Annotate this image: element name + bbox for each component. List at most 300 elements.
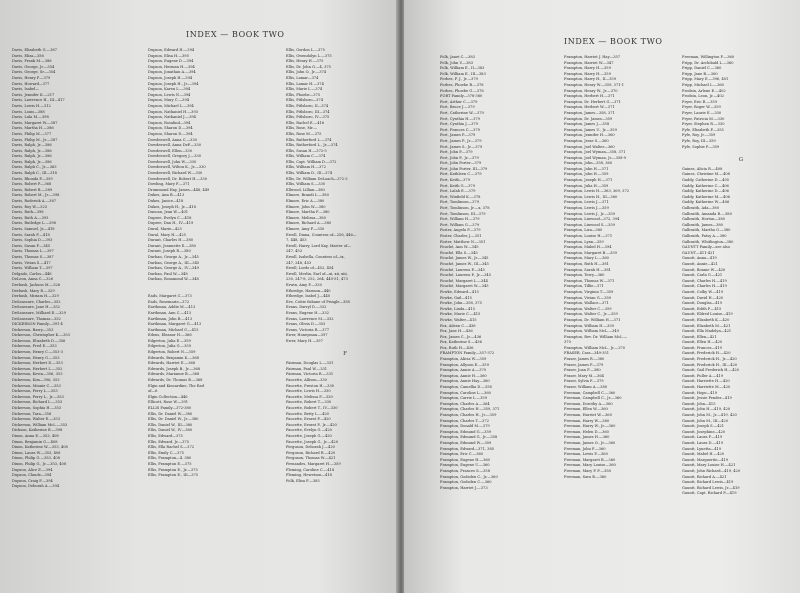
index-entry: Davis, George, Jr.—354 bbox=[12, 64, 55, 69]
index-entry: Frampton, Harriet J. Hay—357 bbox=[564, 55, 621, 59]
index-entry: Frampton, James—358, 371 bbox=[564, 110, 615, 115]
index-entry: Frampton, Dr. William H.—371 bbox=[564, 317, 621, 322]
index-entry: Elmore, Melissa—380 bbox=[286, 215, 326, 220]
index-entry: Ellis, Ella Rachel S.—372 bbox=[148, 445, 195, 450]
index-entry: Erroll, Lords of—452, 454 bbox=[286, 266, 334, 271]
index-entry: GAUNTT Family—see also bbox=[682, 245, 730, 250]
index-entry: Gaddy, Catherine D.—405 bbox=[682, 178, 730, 183]
index-entry: Frampton, Henry W., Jr.—370 bbox=[564, 88, 618, 93]
index-entry: Dickerson, Herbert L.—352 bbox=[12, 366, 63, 371]
index-entry: Frampton, Lynn—359 bbox=[564, 239, 604, 244]
index-entry: Frampton, Linwood S.—359 bbox=[564, 222, 615, 227]
index-entry: Gauntt, Frederick H., III—420 bbox=[682, 362, 738, 367]
index-entry: Fort, Bruce J.—379 bbox=[440, 105, 475, 110]
index-entry: FRASER, Cass—349-351 bbox=[564, 351, 609, 356]
index-entry: Davis, Elizabeth G.—387 bbox=[12, 48, 57, 52]
index-entry: Ellis, Frampton E.—375 bbox=[148, 461, 192, 466]
index-entry: DeSaussure, Thomas—352 bbox=[12, 316, 61, 321]
index-entry: Ellis, Frampton E., III—375 bbox=[148, 473, 199, 478]
index-entry: Frampton, Charles H.—359, 371 bbox=[440, 407, 500, 412]
index-entry: Fort, John P.—379 bbox=[440, 150, 473, 155]
index-entry: Davis, Ralph, Jr.—386 bbox=[12, 159, 52, 164]
index-entry: Davis, Vivian S.—417 bbox=[12, 260, 51, 265]
index-entry: Dickerson, Richard L.—353 bbox=[12, 400, 63, 405]
index-entry: Frampton, William McL.—349 bbox=[564, 329, 619, 334]
left-column-3 bbox=[286, 48, 398, 484]
index-entry: Gauntt, Ella Madelyn—421 bbox=[682, 329, 732, 334]
index-entry: Dupson, Joseph H.—394 bbox=[148, 75, 193, 80]
index-entry: Gauntt, Eldred Louise—419 bbox=[682, 312, 733, 317]
index-entry: Erroll, Isabella, Countess of—ix, bbox=[286, 254, 345, 259]
index-entry: Freeman, John F.—360 bbox=[564, 446, 606, 451]
index-entry: Drummond Hay, James—448, 449 bbox=[148, 187, 210, 192]
index-entry: Davis, Ralph, Jr.—386 bbox=[12, 143, 52, 148]
index-entry: Faucette, Robert T.—330 bbox=[286, 400, 332, 405]
index-entry: Derbash, Miriam H.—329 bbox=[12, 294, 59, 299]
index-entry: Gaddy, Katherine W.—406 bbox=[682, 200, 730, 205]
index-entry: Fraser, Joan F.—380 bbox=[564, 368, 601, 373]
index-entry: Dowdeswell, Richard W.—330 bbox=[148, 171, 203, 176]
index-entry: Erwin, Amy F.—330 bbox=[286, 282, 322, 287]
right-page bbox=[404, 0, 800, 593]
index-entry: Gauntt, John H.—419, 420 bbox=[682, 407, 731, 412]
index-entry: Dural, Marie—425 bbox=[148, 227, 182, 231]
index-entry: Erroll, Diana, Countess of—256, 446— bbox=[286, 232, 357, 237]
index-entry: Fort, John Porter—379 bbox=[440, 161, 482, 166]
index-entry: Fyfe, Elizabeth P.—355 bbox=[682, 127, 724, 132]
index-entry: Fort, James P., Jr.—379 bbox=[440, 138, 482, 143]
index-entry: Dickerson, Fred E.—353 bbox=[12, 344, 57, 349]
index-entry: Edgerton, Julia G.—359 bbox=[148, 344, 191, 349]
index-entry: Folk, Elisa F.—383 bbox=[286, 478, 320, 483]
index-entry: Evans, Eugene H.—332 bbox=[286, 310, 329, 315]
index-entry: Faucette, Joseph G.—420 bbox=[286, 433, 332, 438]
index-entry: Dupree, Evelyn C.—418 bbox=[148, 215, 192, 220]
index-entry: Gauntt, John Richard—419, 420 bbox=[682, 468, 741, 473]
index-entry: Frampton, Godsden C., Jr.—360 bbox=[440, 474, 498, 479]
index-entry: Dowdeswell, John W.—330 bbox=[148, 159, 197, 164]
index-entry: Dowdeswell, Gregory J.—330 bbox=[148, 154, 202, 159]
index-entry: Fort, Lalah E.—379 bbox=[440, 189, 476, 194]
index-entry: Earthman, John B.—413 bbox=[148, 316, 193, 321]
index-entry: Ellis, Dr. Daniel W.—380 bbox=[148, 411, 193, 416]
index-entry: Dickerson, Tara—356 bbox=[12, 411, 52, 416]
index-entry: Davis, Martha H.—386 bbox=[12, 126, 54, 131]
index-entry: Frampton, Mary L.—360 bbox=[564, 256, 609, 261]
index-entry: Dupson, Elisa H.—395 bbox=[148, 53, 189, 58]
index-entry: Gauntt, Charles H.—419 bbox=[682, 278, 727, 283]
index-entry: Dupree, Dan H., IV—419 bbox=[148, 221, 194, 226]
index-entry: Ellis, Daniel W., III—380 bbox=[148, 422, 193, 427]
index-entry: Fraser, James R.—380 bbox=[564, 357, 605, 362]
index-entry: Frampton, Ruth H.—381 bbox=[564, 261, 609, 266]
index-entry: Gauntt, Anna—419 bbox=[682, 256, 717, 261]
index-entry: Ellis, Pitlsboro, III—374 bbox=[286, 109, 330, 114]
index-entry: Fort, Kathleen C.—379 bbox=[440, 172, 482, 177]
index-entry: Fouché, James W., III—345 bbox=[440, 261, 489, 266]
index-entry: Fripp, Michael L.—360 bbox=[682, 82, 724, 87]
index-entry: Dupson, Herman H.—394 bbox=[148, 64, 195, 69]
index-entry: Freeman, Harry W.—360 bbox=[564, 418, 610, 423]
index-entry: Davis, Susan F.—345 bbox=[12, 243, 51, 248]
index-entry: Frampton, Godsden C.—360 bbox=[440, 480, 492, 485]
index-entry: Elgin and Kincardine, The Earl bbox=[148, 383, 205, 388]
index-entry: Earthman, Addie M.—413 bbox=[148, 305, 196, 310]
index-entry: Ellis, Phoebe—375 bbox=[286, 92, 321, 97]
index-entry: Edwards, Marianne B.—368 bbox=[148, 372, 200, 377]
index-entry: Dixon, Anna E.—353, 408 bbox=[12, 433, 59, 438]
index-entry: Frampton, Dr. James—359 bbox=[564, 116, 613, 121]
index-entry: Fowke, Edward—415 bbox=[440, 289, 479, 294]
index-entry: Davis, Roderick A.—387 bbox=[12, 199, 57, 204]
index-entry: Fort, William H.—379 bbox=[440, 217, 480, 222]
index-entry: Earthman, Margaret G.—413 bbox=[148, 322, 202, 327]
index-entry: Fort, James P.—379 bbox=[440, 133, 476, 138]
index-entry: Fort, John Porter, III—379 bbox=[440, 166, 488, 171]
index-entry: Dixon, Benjamin G.—408 bbox=[12, 439, 58, 444]
index-entry: Gauntt, Joseph S.—421 bbox=[682, 424, 725, 429]
index-entry: Faucette, Betty L.—420 bbox=[286, 411, 329, 416]
index-entry: Forbes, F. J., Jr.—379 bbox=[440, 77, 478, 82]
index-entry: Fairman, Douglas L.—331 bbox=[286, 361, 334, 366]
index-entry: Fort, Keith—379 bbox=[440, 178, 470, 183]
right-column-1 bbox=[440, 55, 558, 491]
index-entry: Frampton, John H.—359 bbox=[564, 172, 609, 177]
index-entry: Fraser, Mary M.—364 bbox=[564, 373, 604, 378]
index-entry: Davis, Philip M.—377 bbox=[12, 131, 52, 136]
index-entry: Fort, Cynthia H.—379 bbox=[440, 116, 480, 121]
index-entry: Folk, John V.—383 bbox=[440, 60, 474, 65]
index-entry: Davis, Jennifer K.—217 bbox=[12, 92, 55, 97]
index-entry: Dowdeswell, Anna C.—330 bbox=[148, 137, 197, 142]
index-entry: Ellis, Dr. John O.—4, 375 bbox=[286, 64, 331, 69]
index-entry: Frampton, Edward—371, 385 bbox=[440, 446, 495, 451]
index-entry: Gauntt, Harriette M.—420 bbox=[682, 385, 731, 390]
index-entry: Dixon, Katherine W.—353, 408 bbox=[12, 445, 68, 450]
index-entry: Durant, Joseph R.—380 bbox=[148, 249, 191, 254]
index-entry: Dupson, Sharon D.—394 bbox=[148, 126, 193, 131]
index-entry: Frampton, Eugene U.—360 bbox=[440, 463, 490, 468]
index-entry: Gauntt, Gail Frederick H.—420 bbox=[682, 368, 739, 373]
index-entry: Frampton, William McL., Jr.—370 bbox=[564, 345, 626, 350]
index-entry: Frampton, Lewis H.—363, 369, 372 bbox=[564, 189, 630, 194]
index-entry: Gauntt, Fuller A.—419 bbox=[682, 373, 724, 378]
index-entry: Fowke, Marie C.—415 bbox=[440, 312, 481, 317]
index-entry: Fort, William G.—379 bbox=[440, 222, 480, 227]
index-entry: Dowdeswell, Dr. Robert H.—330 bbox=[148, 176, 207, 181]
index-entry: Gauntt, Mabel H.—420 bbox=[682, 452, 725, 457]
index-entry: Frampton, Harry H., II—359 bbox=[564, 77, 617, 82]
index-entry: DICKERSON Family—391-4 bbox=[12, 322, 63, 327]
index-entry: Fleming, Hewetson—418 bbox=[286, 473, 332, 478]
index-entry: Fernandes, Margaret H.—359 bbox=[286, 461, 341, 466]
index-entry: Davis, Margaret W.—387 bbox=[12, 120, 58, 125]
index-entry: Dural, Mary H.—425 bbox=[148, 232, 186, 237]
index-entry: Davis, Frank M.—388 bbox=[12, 59, 52, 64]
index-entry: Fouché, James W., Jr.—345 bbox=[440, 256, 489, 261]
index-entry: Ellis, Marie L.—374 bbox=[286, 87, 323, 92]
index-entry: Dupson, Edward H.—394 bbox=[148, 48, 195, 52]
index-entry: Gauntt, Richard A.—421 bbox=[682, 474, 727, 479]
index-entry: Fowke, Walter—415 bbox=[440, 317, 477, 322]
index-entry: Faucette, Melissa F.—330 bbox=[286, 394, 333, 399]
index-entry: Fox, Aileen C.—436 bbox=[440, 323, 476, 328]
index-entry: Frampton, John H.—371 bbox=[564, 166, 609, 171]
index-entry: Gauntt, Jessie Pender—419 bbox=[682, 396, 732, 401]
index-entry: Ellis, Rose M.—375 bbox=[286, 131, 322, 136]
index-entry: Frampton, James J.—358 bbox=[564, 122, 610, 127]
index-entry: Ellis, Lamar—374 bbox=[286, 75, 319, 80]
index-entry: Ellis, Gwendolyn L.—375 bbox=[286, 53, 332, 58]
index-entry: Davis, Robert M., Jr.—398 bbox=[12, 193, 60, 198]
index-entry: Fox, Ruth H.—436 bbox=[440, 345, 474, 350]
index-entry: Frampton, John—358, 360 bbox=[564, 161, 613, 166]
index-entry: Fryer, Patricia M.—330 bbox=[682, 116, 725, 121]
index-entry: Faucette, Evelyn G.—420 bbox=[286, 428, 332, 433]
index-entry: Dickerson, Kim—396, 353 bbox=[12, 378, 60, 383]
index-entry: Fyfe, Roy, III—359 bbox=[682, 138, 716, 143]
index-entry: Dupson, Michael L.—394 bbox=[148, 103, 194, 108]
index-entry: Gauntt, John M., III—420 bbox=[682, 418, 729, 423]
index-entry: Galbraith, Amanda R.—380 bbox=[682, 211, 732, 216]
index-entry: Fort, Arthur C.—379 bbox=[440, 99, 478, 104]
index-entry: Gauntt, John—415 bbox=[682, 401, 716, 406]
index-entry: Foster, Angela P.—379 bbox=[440, 228, 481, 233]
index-entry: Davis, Ruth—398 bbox=[12, 210, 44, 215]
index-entry: Fox, Katherine S.—436 bbox=[440, 340, 482, 345]
index-entry: Freeman, Mary Louise—360 bbox=[564, 463, 616, 468]
right-page-heading: INDEX — BOOK TWO bbox=[564, 37, 663, 46]
index-entry: Gauntt, Richard Lewis, Jr.—419 bbox=[682, 485, 740, 490]
index-entry: Frampton, Terry—360 bbox=[564, 273, 605, 278]
index-entry: Fraser, James P.—379 bbox=[564, 362, 604, 367]
index-entry: Freeman, Willington F.—360 bbox=[682, 55, 735, 59]
index-entry: Ferguson, Richard R.—420 bbox=[286, 450, 336, 455]
index-entry: Erroll, Harry, Lord Kay, Master of— bbox=[286, 243, 351, 248]
index-entry: Davis, Ralph, Jr.—386 bbox=[12, 154, 52, 159]
index-entry: Gauntt, Richard Lewis—419 bbox=[682, 480, 734, 485]
index-entry: Frampton, Sarah H.—381 bbox=[564, 267, 611, 272]
index-entry: Freeman, Dorothy A.—360 bbox=[564, 401, 613, 406]
index-entry: Fyfe, Roy, Jr.—359 bbox=[682, 133, 716, 138]
index-entry: Durant, Jeannette E.—380 bbox=[148, 243, 196, 248]
index-entry: Faucette, Joseph G., Jr.—420 bbox=[286, 439, 339, 444]
index-entry: Durban, George A., Jr.—345 bbox=[148, 254, 199, 259]
index-entry: Ellis, William S.—330 bbox=[286, 182, 326, 187]
index-entry: Earthman, Ann C.—413 bbox=[148, 310, 191, 315]
index-entry: Frampton, Edmund G., Jr.—358 bbox=[440, 435, 498, 440]
index-entry: Davis, Thomas L.—397 bbox=[12, 249, 54, 254]
index-entry: Ellis, Dr. Daniel W., Jr.—380 bbox=[148, 417, 199, 422]
index-entry: Ellis, William C.—374 bbox=[286, 154, 326, 159]
index-entry: Ellis, Emily C.—375 bbox=[148, 450, 184, 455]
index-entry: Frampton, Joseph H.—371 bbox=[564, 178, 613, 183]
index-entry: Gauntt, John M., Jr.—419, 420 bbox=[682, 413, 737, 417]
index-entry: DeSaussure, Milliard E.—329 bbox=[12, 310, 66, 315]
index-entry: Fox, James C., Jr.—436 bbox=[440, 334, 482, 339]
index-entry: Dowling, Mary F.—371 bbox=[148, 182, 190, 187]
index-entry: Eads, Rosemarie—372 bbox=[148, 299, 190, 304]
index-entry: Dickerson, Kevin—356, 353 bbox=[12, 372, 63, 377]
index-entry: Davis, Robert B.—389 bbox=[12, 187, 53, 192]
index-entry: Frampton, Eric C.—360 bbox=[440, 452, 484, 457]
index-entry: Dowdeswell, Wilton K., Jr.—330 bbox=[148, 165, 206, 170]
index-entry: Fort, Frances C.—379 bbox=[440, 127, 480, 132]
index-entry: Frampton, Donald M.—379 bbox=[440, 424, 490, 429]
index-entry: Ellis, Henry H.—375 bbox=[286, 59, 324, 64]
index-entry: Duncan, Jean W.—401 bbox=[148, 210, 189, 215]
index-entry: Dickerson, Perry L.—353 bbox=[12, 389, 58, 394]
index-entry: Fort, Tomlinson, III—379 bbox=[440, 211, 486, 216]
index-entry: DeLeon, Anna C.—326 bbox=[12, 277, 54, 282]
index-entry: 230, 247-8, 252, 264, 449-51, 473 bbox=[286, 277, 348, 282]
section-letter: G bbox=[738, 156, 744, 162]
index-entry: Davis, Philip M., Jr.—387 bbox=[12, 137, 58, 142]
index-entry: Faucette, Preston H.—330 bbox=[286, 383, 335, 388]
index-entry: Fryer, Roger W.—359 bbox=[682, 105, 721, 110]
index-entry: Ellis, Frampton E., Jr.—375 bbox=[148, 467, 198, 472]
index-entry: Evans, Victoria R.—377 bbox=[286, 327, 329, 332]
index-entry: Frampton, Henry W.—359, 371-1 bbox=[564, 82, 625, 87]
index-entry: Edwards, Dr. Thomas B.—368 bbox=[148, 378, 203, 383]
index-entry: Davis, Eliza—356 bbox=[12, 53, 44, 58]
index-entry: Dupson, Jonathan A.—394 bbox=[148, 70, 196, 75]
index-entry: Davis, Lula M.—398 bbox=[12, 115, 49, 120]
index-entry: Freeman, James H.—360 bbox=[564, 435, 610, 440]
index-entry: Galbraith, Whitlington—380 bbox=[682, 239, 734, 244]
index-entry: Fort, Keith G.—379 bbox=[440, 183, 476, 188]
index-entry: Dupson, Nathaniel J.—394 bbox=[148, 115, 196, 120]
index-entry: Dickerson, Sophia H.—353 bbox=[12, 406, 62, 410]
index-entry: GAUNT—411-421 bbox=[682, 250, 715, 255]
index-entry: Dickson, Katherine B.—398 bbox=[12, 428, 63, 433]
index-entry: Dupson, Rosalind—394 bbox=[148, 120, 191, 125]
index-entry: Frampton, Louise H.—371 bbox=[564, 234, 613, 238]
index-entry: Frampton, Joel Wyman—358, 371 bbox=[564, 150, 626, 155]
index-entry: Frampton, Charles A.—364 bbox=[440, 401, 490, 406]
index-entry: Frampton, Joel Wyman, Jr.—358-9 bbox=[564, 155, 626, 160]
index-entry: Freeman, Mary P. F.—358 bbox=[564, 468, 611, 473]
index-entry: Ellis, Daniel W., IV—380 bbox=[148, 428, 193, 433]
index-entry: Gauntt, Edith F.—415 bbox=[682, 306, 722, 311]
index-entry: Dupson, Deborah A.—394 bbox=[12, 484, 60, 489]
index-entry: Ellis, Capt. William D.—372 bbox=[286, 159, 337, 164]
index-entry: Frodsin, Leon, Jr.—402 bbox=[682, 94, 724, 99]
index-entry: Ellis, Susan H.—372-5 bbox=[286, 148, 327, 153]
index-entry: Frampton, Lewis J.—359 bbox=[564, 206, 609, 211]
index-entry: Gauntt, Carla G.—421 bbox=[682, 273, 723, 278]
index-entry: Davis, Isabel— bbox=[12, 87, 39, 92]
index-entry: Ellwood, Lillian—380 bbox=[286, 187, 325, 192]
index-entry: Davis, Thomas S.—387 bbox=[12, 254, 54, 259]
index-entry: Freeman, James O., Jr.—360 bbox=[564, 440, 616, 445]
index-entry: Frampton, Annie Hay—360 bbox=[440, 379, 490, 384]
index-entry: Ellis, Dr. William DeLoach—372-3 bbox=[286, 176, 348, 181]
index-entry: Fowke, Gail—415 bbox=[440, 295, 472, 300]
index-entry: Gauntt, Frederick H.—420 bbox=[682, 351, 731, 356]
index-entry: Fairman, Victoria R.—331 bbox=[286, 372, 334, 377]
index-entry: Galbraith, Horton—380 bbox=[682, 217, 725, 222]
index-entry: Dickerson, William McL.—353 bbox=[12, 422, 68, 427]
index-entry: Folk, Janet C.—383 bbox=[440, 55, 475, 59]
index-entry: Gauntt, Colby W.—419 bbox=[682, 289, 724, 294]
index-entry: Dupson, Eugene D.—394 bbox=[148, 59, 194, 64]
index-entry: Fraser, Sylvia F.—379 bbox=[564, 379, 604, 384]
index-entry: Forbes, Phoebe B.—378 bbox=[440, 82, 484, 87]
index-entry: Durban, George A., III—345 bbox=[148, 260, 200, 265]
index-entry: Erroll, Merlin, Earl of—xi, xii, xiii, bbox=[286, 271, 348, 276]
index-entry: Freeman, Helen D.—360 bbox=[564, 429, 609, 434]
index-entry: Frampton, Liza—360 bbox=[564, 228, 603, 233]
index-entry: Fryer, Laurie E.—330 bbox=[682, 110, 722, 115]
index-entry: Gauntt, Frederick H., Jr.—420 bbox=[682, 357, 737, 362]
index-entry: Ellis, Pitlsboro, II—374 bbox=[286, 103, 329, 108]
index-entry: Freeman, Harriet W.—360 bbox=[564, 413, 612, 417]
index-entry: Dickerson, Perry L., Jr.—353 bbox=[12, 394, 64, 399]
index-entry: Dukes, Janice—418 bbox=[148, 199, 184, 204]
index-entry: Dupson, Sharon D.—394 bbox=[148, 131, 193, 136]
index-entry: Ellis, Edward, Jr.—375 bbox=[148, 439, 190, 444]
index-entry: Dickerson, Elizabeth D.—356 bbox=[12, 338, 66, 343]
index-entry: Fleming, Caroline C.—418 bbox=[286, 467, 335, 472]
index-entry: Elmore, Eric A.—380 bbox=[286, 199, 325, 204]
index-entry: Frampton, Harry H.—359 bbox=[564, 66, 611, 71]
index-entry: Fouché, Margaret W.—345 bbox=[440, 284, 489, 289]
index-entry: Ellis, William H.—372 bbox=[286, 165, 326, 170]
index-entry: Davis, Lawrence H., III—417 bbox=[12, 98, 65, 103]
index-entry: Davis, Sarah F.—418 bbox=[12, 232, 50, 237]
index-entry: Gauntt, Douglas—419 bbox=[682, 301, 723, 306]
index-entry: Frampton, Frances S.—358 bbox=[440, 468, 490, 473]
index-entry: Fripp, Mary E.—396, 401 bbox=[682, 77, 729, 82]
index-entry: Davis, Lewis H.—312 bbox=[12, 103, 51, 108]
index-entry: Dowdeswell, Ellen—330 bbox=[148, 148, 192, 153]
index-entry: Frampton, Edmund G.—359 bbox=[440, 429, 492, 434]
index-entry: Faucette, Ernest P., Jr.—420 bbox=[286, 422, 337, 427]
index-entry: Frampton, Lewis H., III—360 bbox=[564, 194, 618, 199]
index-entry: Dixon, Philip G.—353, 408 bbox=[12, 456, 60, 461]
index-entry: Frampton, Thomas W.—371 bbox=[564, 278, 615, 283]
left-page-heading: INDEX — BOOK TWO bbox=[186, 30, 285, 39]
index-entry: Frampton, Walter C.—359 bbox=[564, 306, 612, 311]
index-entry: Fort, James S., Jr.—379 bbox=[440, 144, 483, 149]
index-entry: Gauntt, Laura F.—419 bbox=[682, 435, 723, 440]
index-entry: Fryer, Eric R.—359 bbox=[682, 99, 717, 104]
index-entry: Freeman, Margaret B.—360 bbox=[564, 457, 616, 462]
index-entry: Frampton, Harry H.—359 bbox=[564, 71, 611, 76]
index-entry: Davis, Henry F.—379 bbox=[12, 75, 51, 80]
index-entry: Davis, Rutledge L.—398 bbox=[12, 221, 56, 226]
index-entry: of—6 bbox=[148, 389, 158, 394]
index-entry: Frodsin, Arlene E.—402 bbox=[682, 88, 726, 93]
index-entry: Frampton, Annie A.—370 bbox=[440, 368, 487, 373]
index-entry: Frampton, William H.—359 bbox=[564, 323, 614, 328]
index-entry: Fripp, Daniel C.—360 bbox=[682, 66, 722, 71]
index-entry: Gauntt, Capt. Richard P.—419 bbox=[682, 491, 737, 496]
index-entry: Frampton, Mabel H.—394 bbox=[564, 245, 612, 250]
index-entry: Frampton, Carrie L.—359 bbox=[440, 396, 487, 401]
index-entry: Ellis, Rutherford L., Jr.—374 bbox=[286, 143, 338, 148]
index-entry: Davis, Samuel, Jr.—418 bbox=[12, 227, 55, 231]
index-entry: 7, 448, 453 bbox=[286, 238, 307, 243]
index-entry: Elmore, Brandi L.—380 bbox=[286, 193, 329, 198]
index-entry: Edwards, Joseph B., Jr.—368 bbox=[148, 366, 201, 371]
index-entry: Fowke, John—358, 375 bbox=[440, 301, 482, 306]
index-entry: Folk, William E., III—383 bbox=[440, 71, 486, 76]
index-entry: Delgado, Carlos—446 bbox=[12, 271, 52, 276]
index-entry: Gauntt, Harriette H.—420 bbox=[682, 379, 730, 384]
index-entry: Dickerson, Walter E.—353 bbox=[12, 417, 60, 422]
